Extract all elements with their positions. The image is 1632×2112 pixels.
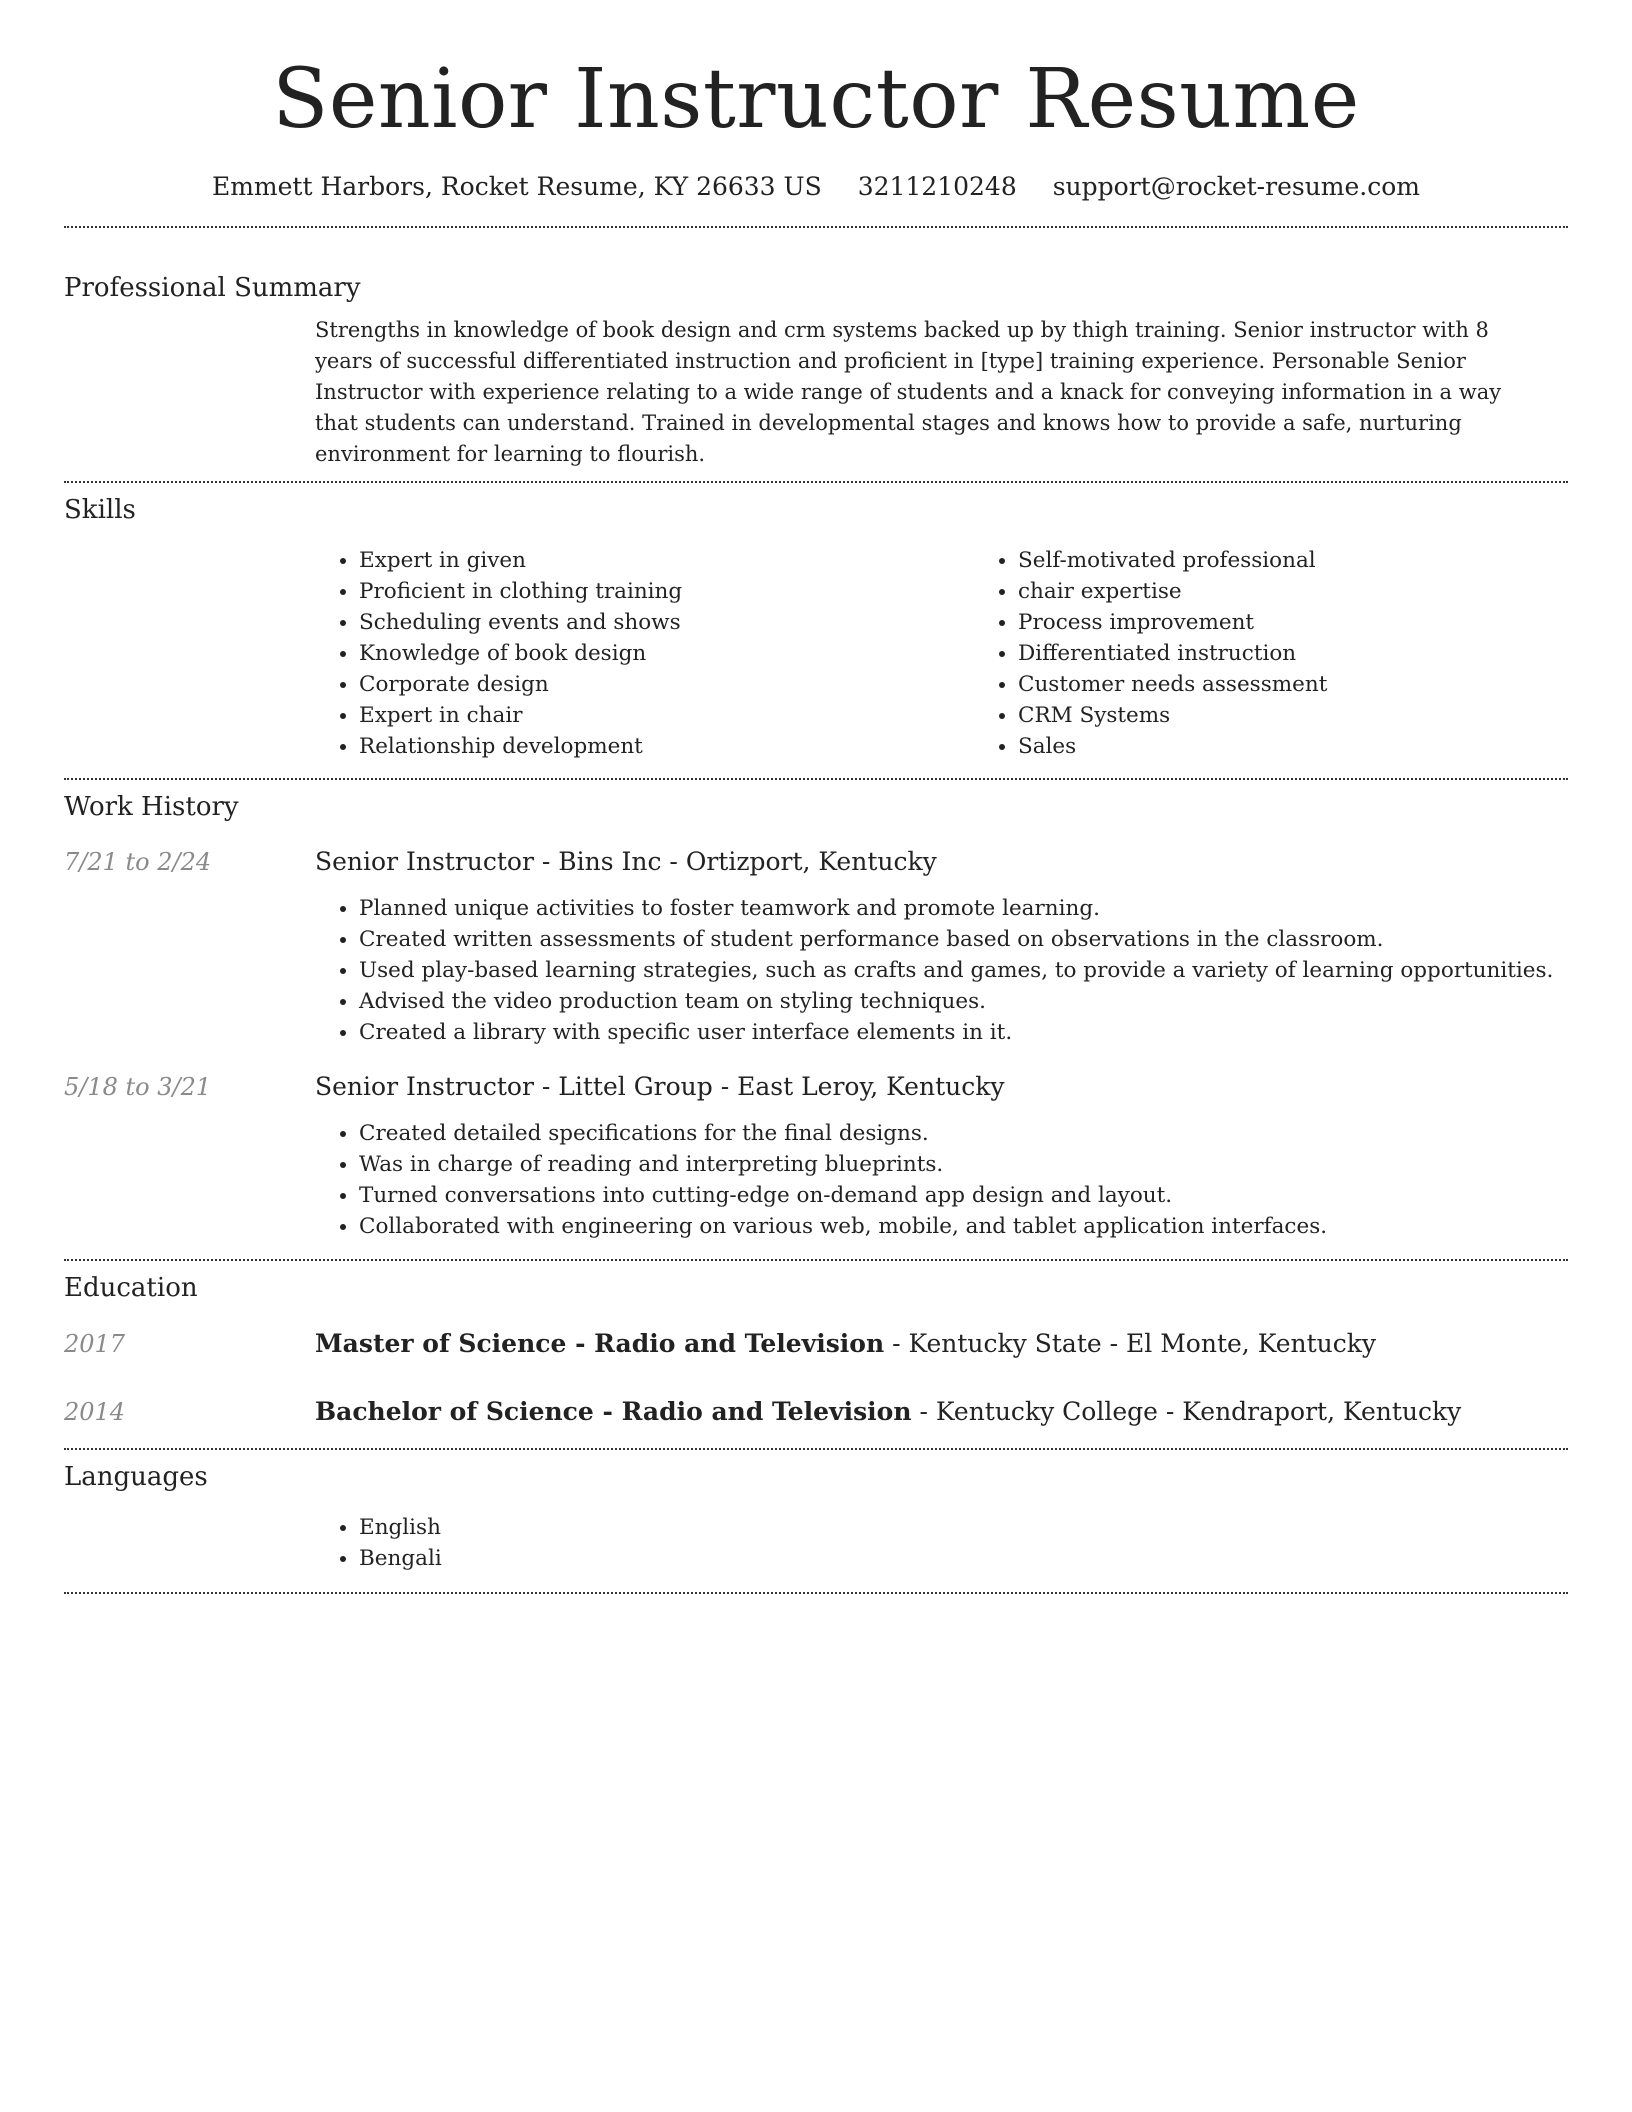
job-entry: [64, 1070, 1568, 1242]
work-heading: Work History: [64, 792, 239, 822]
job-bullets: [315, 1118, 1568, 1242]
languages-list: [315, 1512, 1568, 1574]
education-school: - Kentucky College - Kendraport, Kentucky: [911, 1397, 1462, 1426]
summary-section: [64, 271, 1568, 470]
job-bullet: • Created detailed specifications for the final designs.: [359, 1118, 1568, 1149]
skill-item: • Self-motivated professional: [1018, 545, 1632, 576]
job-title: Senior Instructor - Bins Inc - Ortizport, Kentucky: [315, 847, 937, 876]
language-item: • English: [359, 1512, 1568, 1543]
job-entry: [64, 845, 1568, 1048]
education-section: [64, 1271, 1568, 1429]
divider: [64, 1448, 1568, 1450]
work-section: [64, 790, 1568, 1242]
job-dates: 5/18 to 3/21: [64, 1073, 212, 1101]
divider: [64, 481, 1568, 483]
divider: [64, 226, 1568, 228]
job-dates: 7/21 to 2/24: [64, 848, 212, 876]
job-bullets: [315, 893, 1568, 1048]
summary-text: Strengths in knowledge of book design and crm systems backed up by thigh training. Senior instructor with 8 years of successful differentiated instruction and proficient in [type] training experience. Personable Senior Instructor with experience relating to a wide range of students and a knack for conveying information in a way that students can understand. Trained in developmental stages and knows how to provide a safe, nurturing environment for learning to flourish.: [315, 318, 1502, 466]
skill-item: • Sales: [1018, 731, 1632, 762]
education-degree: Master of Science - Radio and Television: [315, 1329, 885, 1358]
skill-item: • Proficient in clothing training: [359, 576, 974, 607]
contact-phone: 3211210248: [857, 172, 1017, 201]
skill-item: • Knowledge of book design: [359, 638, 974, 669]
languages-section: [64, 1460, 1568, 1574]
education-year: 2014: [64, 1398, 126, 1426]
languages-heading: Languages: [64, 1462, 208, 1492]
contact-line: [64, 170, 1568, 204]
job-bullet: • Created a library with specific user interface elements in it.: [359, 1017, 1568, 1048]
page-title: Senior Instructor Resume: [272, 52, 1360, 147]
divider: [64, 1592, 1568, 1594]
skill-item: • CRM Systems: [1018, 700, 1632, 731]
job-bullet: • Advised the video production team on styling techniques.: [359, 986, 1568, 1017]
divider: [64, 1259, 1568, 1261]
skill-item: • Scheduling events and shows: [359, 607, 974, 638]
education-year: 2017: [64, 1330, 126, 1358]
job-bullet: • Was in charge of reading and interpreting blueprints.: [359, 1149, 1568, 1180]
skill-item: • Differentiated instruction: [1018, 638, 1632, 669]
summary-heading: Professional Summary: [64, 273, 361, 303]
education-entry: [64, 1327, 1568, 1361]
job-bullet: • Turned conversations into cutting-edge on-demand app design and layout.: [359, 1180, 1568, 1211]
skill-item: • Relationship development: [359, 731, 974, 762]
job-bullet: • Planned unique activities to foster teamwork and promote learning.: [359, 893, 1568, 924]
education-entry: [64, 1395, 1568, 1429]
skill-item: • Process improvement: [1018, 607, 1632, 638]
education-degree: Bachelor of Science - Radio and Television: [315, 1397, 912, 1426]
skill-item: • Expert in chair: [359, 700, 974, 731]
contact-address: Emmett Harbors, Rocket Resume, KY 26633 US: [211, 172, 822, 201]
language-item: • Bengali: [359, 1543, 1568, 1574]
contact-email: support@rocket-resume.com: [1052, 172, 1421, 201]
skills-list-left: [315, 545, 974, 762]
skill-item: • Customer needs assessment: [1018, 669, 1632, 700]
skills-list-right: [974, 545, 1632, 762]
skill-item: • chair expertise: [1018, 576, 1632, 607]
skills-section: [64, 493, 1568, 762]
education-heading: Education: [64, 1273, 198, 1303]
skills-heading: Skills: [64, 495, 136, 525]
skill-item: • Corporate design: [359, 669, 974, 700]
job-bullet: • Created written assessments of student performance based on observations in the classroom.: [359, 924, 1568, 955]
job-bullet: • Collaborated with engineering on various web, mobile, and tablet application interfaces.: [359, 1211, 1568, 1242]
job-bullet: • Used play-based learning strategies, such as crafts and games, to provide a variety of learning opportunities.: [359, 955, 1568, 986]
job-title: Senior Instructor - Littel Group - East Leroy, Kentucky: [315, 1072, 1005, 1101]
skill-item: • Expert in given: [359, 545, 974, 576]
education-school: - Kentucky State - El Monte, Kentucky: [884, 1329, 1377, 1358]
resume-page: [64, 0, 1568, 1594]
divider: [64, 778, 1568, 780]
